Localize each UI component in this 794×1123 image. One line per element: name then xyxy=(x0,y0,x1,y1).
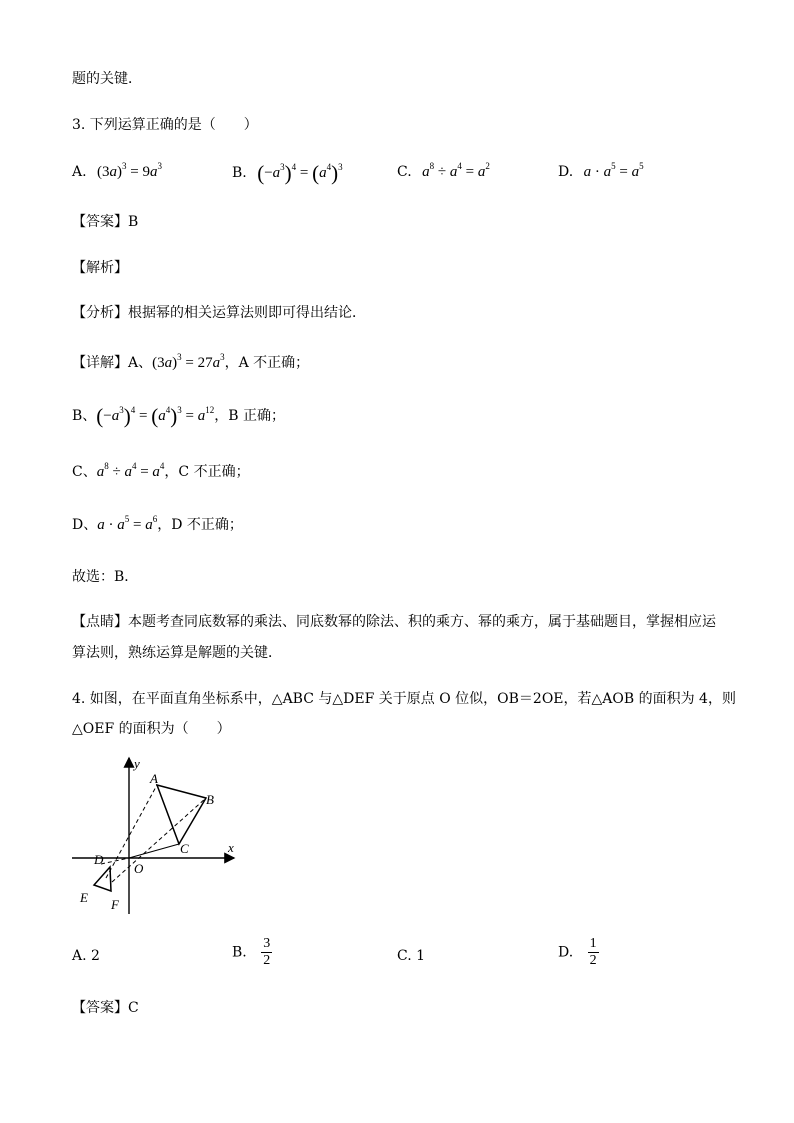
label-y: y xyxy=(134,756,140,771)
segment-ac xyxy=(157,785,179,844)
q3-choose: 故选：B． xyxy=(72,569,139,585)
q3-detail-c: C、$a^8 \div a^4 = a^4$，C 不正确； xyxy=(72,461,250,480)
label-a: A xyxy=(150,771,158,786)
label-e: E xyxy=(80,890,88,905)
q4-answer: 【答案】C xyxy=(72,1000,139,1016)
label-f: F xyxy=(111,897,119,912)
q4-option-a: A. 2 xyxy=(72,948,100,964)
q3-option-c: C. $a^8 \div a^4 = a^2$ xyxy=(397,161,490,180)
fraction-one-half: $\frac{1}{2}$ xyxy=(589,936,597,968)
q3-option-d: D. $a \cdot a^5 = a^5$ xyxy=(558,161,644,180)
label-x: x xyxy=(228,840,234,855)
ray-oc xyxy=(101,858,129,864)
q3-analysis-tag: 【解析】 xyxy=(72,260,128,276)
q4-stem-line1: 4. 如图，在平面直角坐标系中，△ABC 与△DEF 关于原点 O 位似，OB＝2OE，若△AOB 的面积为 4，则 xyxy=(72,691,736,707)
q4-option-c: C. 1 xyxy=(397,948,426,964)
fraction-three-halves: $\frac{3}{2}$ xyxy=(263,936,271,968)
previous-tail-text: 题的关键． xyxy=(72,71,142,87)
q4-stem-line2: △OEF 的面积为（ ） xyxy=(72,721,231,737)
q3-detail-d: D、$a \cdot a^5 = a^6$，D 不正确； xyxy=(72,514,243,533)
ray-oa xyxy=(106,785,157,878)
q3-stem: 3. 下列运算正确的是（ ） xyxy=(72,117,258,133)
q3-option-b: B. $(-a^3)^4 = (a^4)^3$ xyxy=(232,161,343,185)
q3-detail-a: 【详解】A、$(3a)^3 = 27a^3$，A 不正确； xyxy=(72,352,310,371)
q3-detail-b: B、$(-a^3)^4 = (a^4)^3 = a^{12}$，B 正确； xyxy=(72,404,285,428)
label-b: B xyxy=(206,792,214,807)
q4-figure xyxy=(66,752,246,918)
q3-comment-line2: 算法则，熟练运算是解题的关键． xyxy=(72,645,282,661)
triangle-def xyxy=(94,867,111,891)
q3-option-a: A. $(3a)^3 = 9a^3$ xyxy=(72,161,162,180)
q3-comment-line1: 【点睛】本题考查同底数幂的乘法、同底数幂的除法、积的乘方、幂的乘方，属于基础题目，掌握相应运 xyxy=(72,614,716,630)
q3-answer: 【答案】B xyxy=(72,214,139,230)
q4-option-b: B. $\frac{3}{2}$ xyxy=(232,936,271,968)
label-c: C xyxy=(180,841,189,856)
q4-option-d: D. $\frac{1}{2}$ xyxy=(558,936,597,968)
label-d: D xyxy=(94,852,104,867)
label-o: O xyxy=(134,861,144,876)
q3-fenxi: 【分析】根据幂的相关运算法则即可得出结论． xyxy=(72,305,366,321)
ray-ob xyxy=(112,798,206,882)
segment-oc xyxy=(129,844,179,858)
